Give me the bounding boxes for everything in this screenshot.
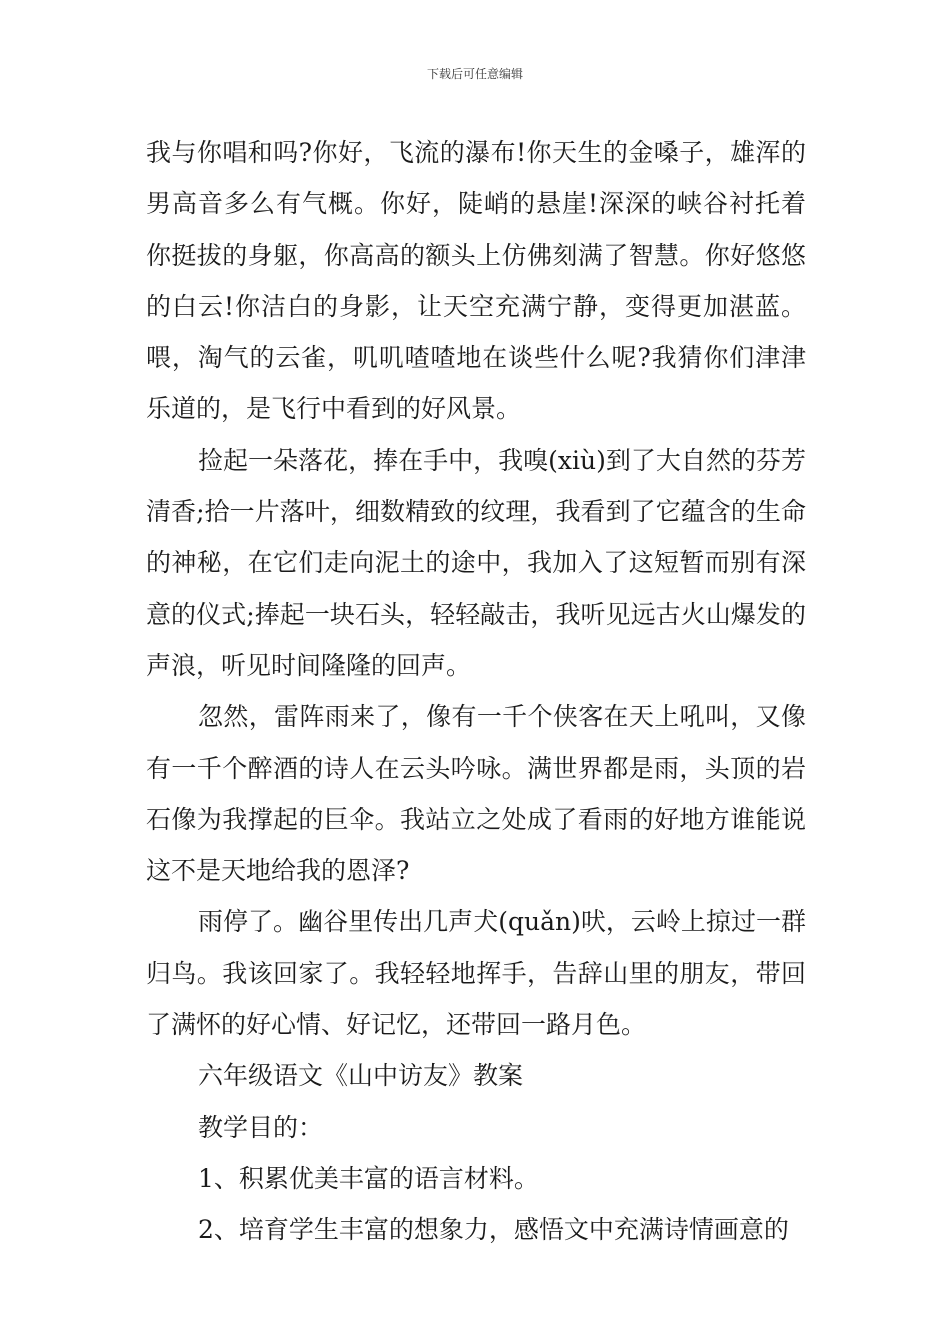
objective-item-1: 1、积累优美丰富的语言材料。 (198, 1163, 539, 1193)
paragraph-falling-flower: 捡起一朵落花，捧在手中，我嗅(xiù)到了大自然的芬芳清香;拾一片落叶，细数精致的纹理，我看到了它蕴含的生命的神秘，在它们走向泥土的途中，我加入了这短暂而别有深意的仪式;捧起一块石头，轻轻敲击，我听见远古火山爆发的声浪，听见时间隆隆的回声。 (146, 445, 806, 680)
document-body (146, 127, 806, 1256)
lesson-plan-title: 六年级语文《山中访友》教案 (198, 1061, 524, 1091)
paragraph-thunderstorm: 忽然，雷阵雨来了，像有一千个侠客在天上吼叫，又像有一千个醉酒的诗人在云头吟咏。满世界都是雨，头顶的岩石像为我撑起的巨伞。我站立之处成了看雨的好地方谁能说这不是天地给我的恩泽? (146, 702, 806, 886)
teaching-objectives-heading: 教学目的： (198, 1112, 324, 1142)
paragraph-greetings: 我与你唱和吗?你好，飞流的瀑布!你天生的金嗓子，雄浑的男高音多么有气概。你好，陡峭的悬崖!深深的峡谷衬托着你挺拔的身躯，你高高的额头上仿佛刻满了智慧。你好悠悠的白云!你洁白的身影，让天空充满宁静，变得更加湛蓝。喂，淘气的云雀，叽叽喳喳地在谈些什么呢?我猜你们津津乐道的，是飞行中看到的好风景。 (146, 138, 806, 424)
page-header: 下载后可任意编辑 (426, 67, 523, 81)
objective-item-2: 2、培育学生丰富的想象力，感悟文中充满诗情画意的 (198, 1215, 789, 1245)
paragraph-after-rain: 雨停了。幽谷里传出几声犬(quǎn)吠，云岭上掠过一群归鸟。我该回家了。我轻轻地挥手，告辞山里的朋友，带回了满怀的好心情、好记忆，还带回一路月色。 (146, 907, 806, 1040)
